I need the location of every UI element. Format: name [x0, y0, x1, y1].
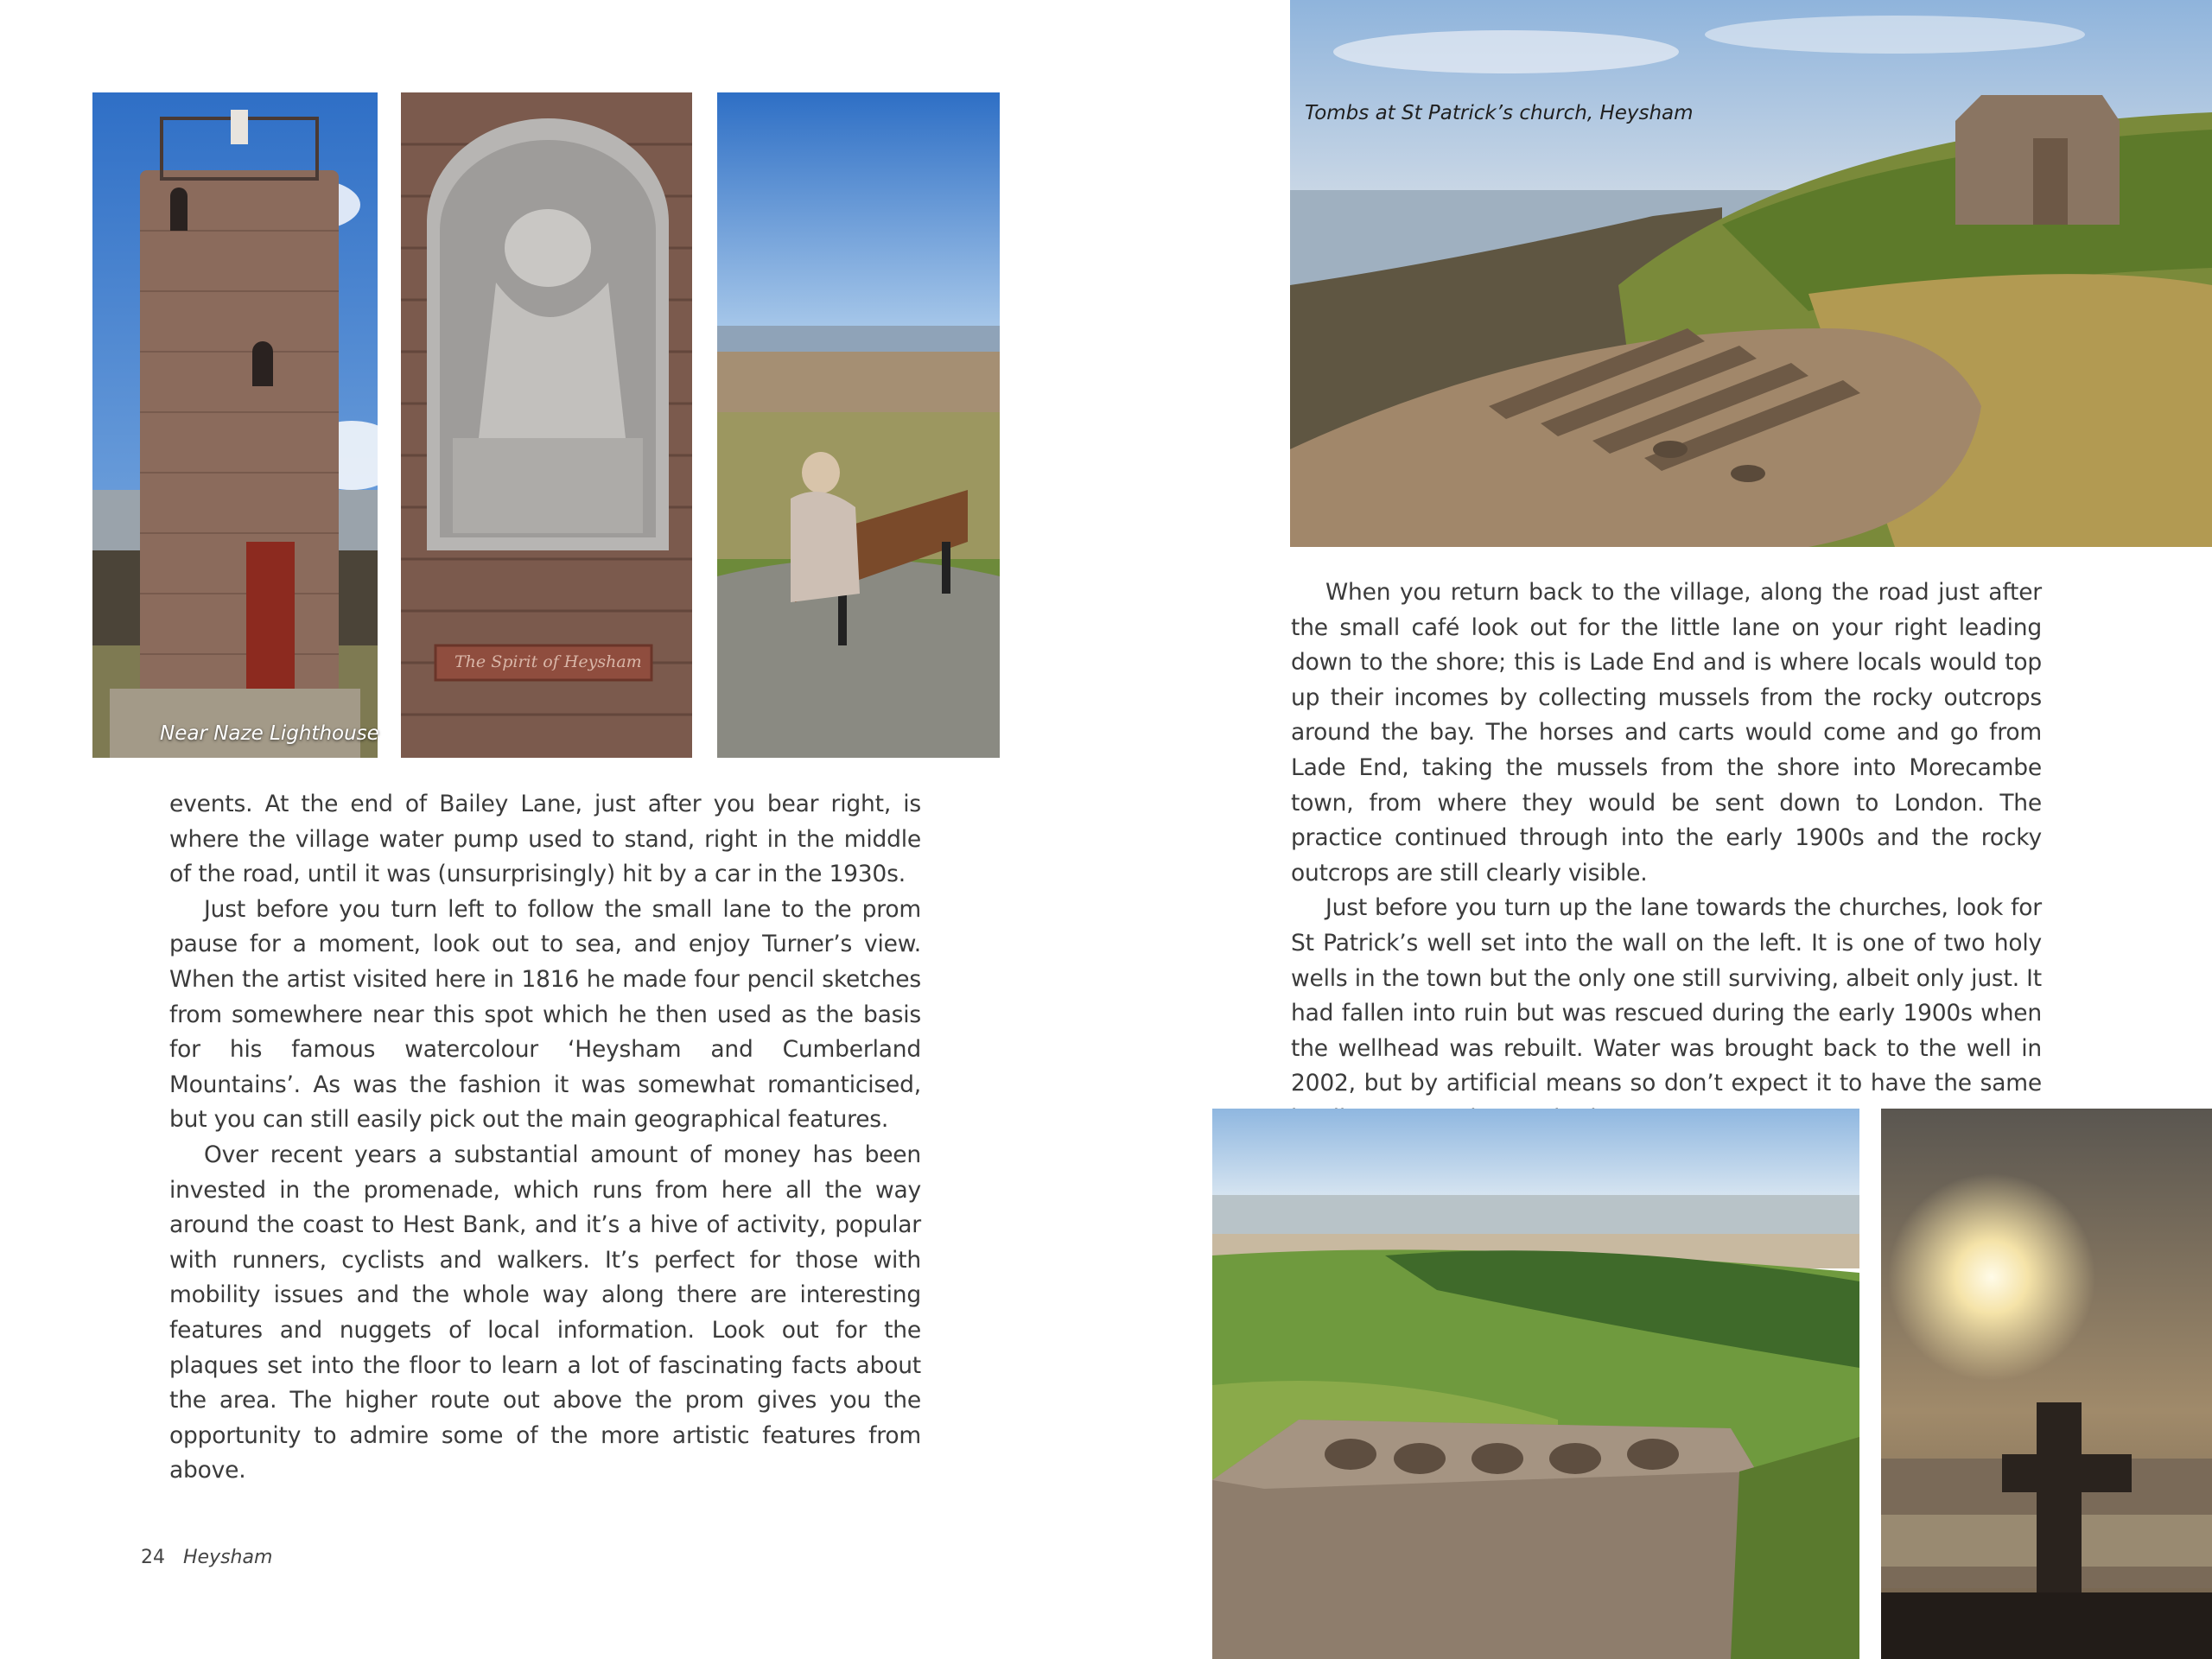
spirit-of-heysham-plaque-photo — [401, 92, 692, 758]
left-paragraph-2: Just before you turn left to follow the small lane to the prom pause for a moment, look out to sea, and enjoy Turner’s view. When the artist visited here in 1816 he made four pencil sketches from somewhere near this spot which he then used as the basis for his famous watercolour ‘Heysham and Cumberland Mountains’. As was the fashion it was somewhat romanticised, but you can still easily pick out the main geographical features. — [169, 895, 921, 1134]
left-page-body — [169, 787, 921, 1489]
tombs-photo — [1290, 0, 2212, 547]
left-paragraph-3: Over recent years a substantial amount of money has been invested in the promenade, which runs from here all the way around the coast to Hest Bank, and it’s a hive of activity, popular with runners, cyclists and walkers. It’s perfect for those with mobility issues and the whole way along there are interesting features and nuggets of local information. Look out for the plaques set into the floor to learn a lot of fascinating facts about the area. The higher route out above the prom gives you the opportunity to admire some of the more artistic features from above. — [169, 1141, 921, 1484]
bench-by-the-sea-photo — [717, 92, 1000, 758]
left-paragraph-1: events. At the end of Bailey Lane, just after you bear right, is where the village water pump used to stand, right in the middle of the road, until it was (unsurprisingly) hit by a car in the 1930s. — [169, 791, 921, 888]
plaque-inscription: The Spirit of Heysham — [454, 652, 642, 671]
page-number: 24 — [141, 1547, 165, 1568]
running-title: Heysham — [183, 1547, 273, 1568]
sunset-cross-photo — [1881, 1109, 2212, 1659]
tombs-caption: Tombs at St Patrick’s church, Heysham — [1305, 102, 1694, 124]
page-footer — [141, 1547, 272, 1568]
lighthouse-caption: Near Naze Lighthouse — [160, 722, 379, 745]
right-paragraph-1: When you return back to the village, along the road just after the small café look out for the little lane on your right leading down to the shore; this is Lade End and is where locals would top up their incomes by collecting mussels from the rocky outcrops around the bay. The horses and carts would come and go from Lade End, taking the mussels from the shore into Morecambe town, from where they would be sent down to London. The practice continued through into the early 1900s and the rocky outcrops are still clearly visible. — [1291, 579, 2042, 887]
right-paragraph-2: Just before you turn up the lane towards the churches, look for St Patrick’s well set into the wall on the left. It is one of two holy wells in the town but the only one still surviving, albeit only just. It had fallen into ruin but was rescued during the early 1900s when the wellhead was rebuilt. Water was brought back to the well in 2002, but by artificial means so don’t expect it to have the same — [1291, 894, 2042, 1097]
rock-graves-landscape-photo — [1212, 1109, 1859, 1659]
lighthouse-photo — [92, 92, 378, 758]
right-page-body — [1291, 575, 2042, 1137]
